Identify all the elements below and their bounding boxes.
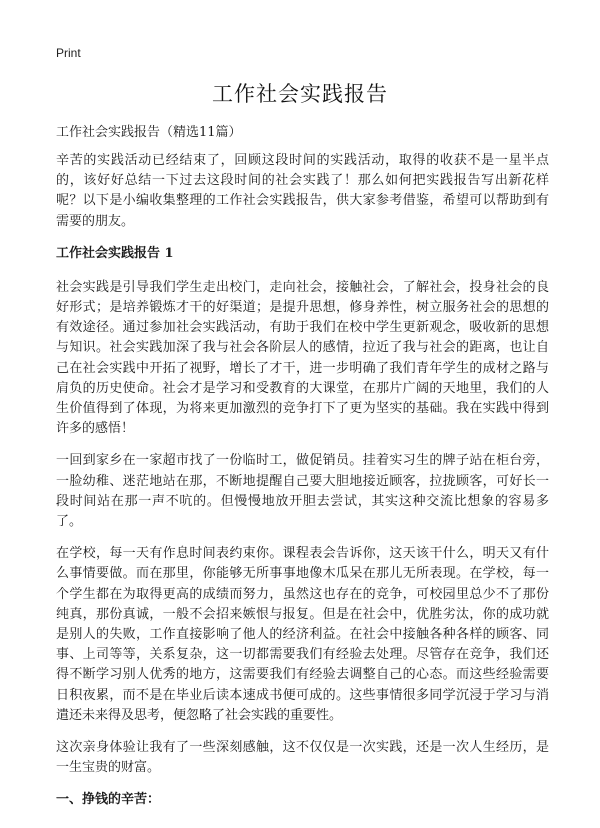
paragraph: 在学校，每一天有作息时间表约束你。课程表会告诉你，这天该干什么，明天又有什么事情要做。而在那里，你能够无所事事地像木瓜呆在那儿无所表现。在学校，每一个学生都在为取得更高的成绩而努力，虽然这也存在的竞争，可校园里总少不了那份纯真，那份真诚，一般不会招来嫉恨与报复。但是在社会中，优胜劣汰，你的成功就是别人的失败，工作直接影响了他人的经济利益。在社会中接触各种各样的顾客、同事、上司等等，关系复杂，这一切都需要我们有经验去处理。尽管存在竞争，我们还得不断学习别人优秀的地方，这需要我们有经验去调整自己的心态。而这些经验需要日积夜累，而不是在毕业后读本速成书便可成的。这些事情很多同学沉浸于学习与消遣还未来得及思考，便忽略了社会实践的重要性。 (56, 546, 549, 723)
document-body (56, 151, 549, 824)
document-subtitle: 工作社会实践报告（精选11篇） (56, 125, 242, 140)
section-heading-1: 工作社会实践报告 1 (56, 245, 174, 261)
paragraph: 一回到家乡在一家超市找了一份临时工，做促销员。挂着实习生的牌子站在柜台旁，一脸幼稚、迷茫地站在那，不断地提醒自己要大胆地接近顾客，拉拢顾客，可好长一段时间站在那一声不吭的。但慢慢地放开胆去尝试，其实这种交流比想象的容易多了。 (56, 453, 549, 530)
section-heading-2: 一、挣钱的辛苦： (56, 792, 161, 808)
print-link[interactable]: Print (56, 46, 81, 60)
paragraph: 社会实践是引导我们学生走出校门，走向社会，接触社会，了解社会，投身社会的良好形式；是培养锻炼才干的好渠道；是提升思想，修身养性，树立服务社会的思想的有效途径。通过参加社会实践活动，有助于我们在校中学生更新观念，吸收新的思想与知识。社会实践加深了我与社会各阶层人的感情，拉近了我与社会的距离，也让自己在社会实践中开拓了视野，增长了才干，进一步明确了我们青年学生的成材之路与肩负的历史使命。社会才是学习和受教育的大课堂，在那片广阔的天地里，我们的人生价值得到了体现，为将来更加激烈的竞争打下了更为坚实的基础。我在实践中得到许多的感悟！ (56, 279, 549, 437)
paragraph: 这次亲身体验让我有了一些深刻感触，这不仅仅是一次实践，还是一次人生经历，是一生宝贵的财富。 (56, 740, 549, 776)
document-title: 工作社会实践报告 (212, 82, 388, 106)
intro-paragraph: 辛苦的实践活动已经结束了，回顾这段时间的实践活动，取得的收获不是一星半点的，该好好总结一下过去这段时间的社会实践了！那么如何把实践报告写出新花样呢？以下是小编收集整理的工作社会实践报告，供大家参考借鉴，希望可以帮助到有需要的朋友。 (56, 153, 549, 229)
